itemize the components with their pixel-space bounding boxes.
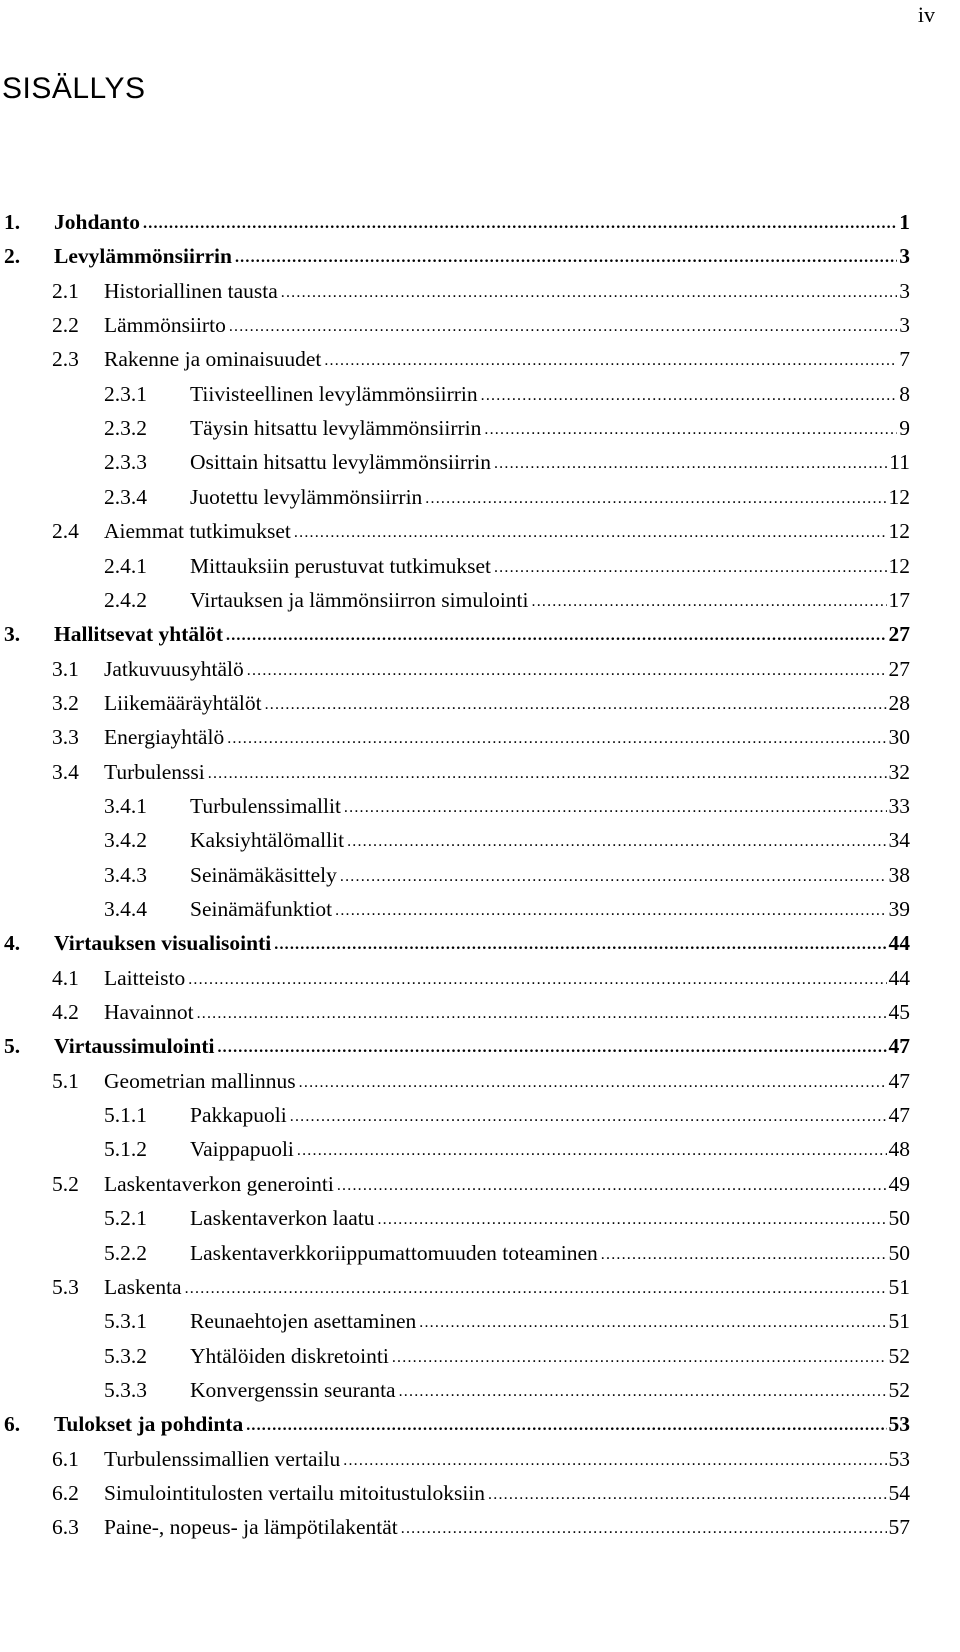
toc-entry-label: Virtauksen visualisointi bbox=[54, 931, 272, 956]
toc-entry-page: 49 bbox=[888, 1171, 910, 1196]
toc-entry-label: Seinämäkäsittely bbox=[190, 862, 337, 887]
toc-entry-label: Tulokset ja pohdinta bbox=[54, 1412, 244, 1437]
dot-leader bbox=[343, 1450, 886, 1472]
toc-entry-number: 6. bbox=[4, 1412, 21, 1437]
toc-entry-number: 2.1 bbox=[52, 278, 79, 303]
toc-entry-label: Geometrian mallinnus bbox=[104, 1068, 296, 1093]
toc-entry-page: 47 bbox=[888, 1103, 910, 1128]
toc-entry[interactable] bbox=[0, 785, 960, 819]
toc-entry-page: 9 bbox=[899, 416, 910, 441]
toc-entry-label: Turbulenssimallit bbox=[190, 793, 341, 818]
toc-entry-page: 12 bbox=[888, 484, 910, 509]
dot-leader bbox=[274, 934, 886, 956]
dot-leader bbox=[247, 660, 887, 682]
toc-entry-label: Virtaussimulointi bbox=[54, 1034, 215, 1059]
toc-entry-page: 3 bbox=[899, 278, 910, 303]
toc-entry-page: 39 bbox=[888, 897, 910, 921]
toc-entry-label: Johdanto bbox=[54, 210, 141, 234]
toc-entry-page: 54 bbox=[888, 1480, 910, 1505]
toc-entry-page: 28 bbox=[888, 690, 910, 715]
toc-entry[interactable] bbox=[0, 1335, 960, 1369]
dot-leader bbox=[377, 1209, 886, 1231]
toc-entry-label: Rakenne ja ominaisuudet bbox=[104, 347, 322, 372]
dot-leader bbox=[290, 1106, 887, 1128]
toc-entry-page: 45 bbox=[888, 1000, 910, 1025]
toc-entry-number: 4.2 bbox=[52, 1000, 79, 1025]
dot-leader bbox=[601, 1244, 887, 1266]
toc-entry-page: 51 bbox=[888, 1309, 910, 1334]
toc-entry-label: Laitteisto bbox=[104, 965, 186, 990]
toc-entry-page: 53 bbox=[888, 1446, 910, 1471]
toc-entry-number: 3.3 bbox=[52, 725, 79, 750]
toc-entry-label: Kaksiyhtälömallit bbox=[190, 828, 345, 853]
toc-entry[interactable] bbox=[0, 1060, 960, 1094]
dot-leader bbox=[494, 557, 887, 579]
dot-leader bbox=[227, 728, 886, 750]
toc-entry-page: 50 bbox=[888, 1240, 910, 1265]
toc-entry-number: 6.3 bbox=[52, 1515, 79, 1540]
toc-entry[interactable] bbox=[0, 270, 960, 304]
toc-entry-label: Pakkapuoli bbox=[190, 1103, 287, 1128]
toc-entry-number: 5.1 bbox=[52, 1068, 79, 1093]
toc-entry-page: 53 bbox=[888, 1412, 910, 1437]
toc-entry[interactable] bbox=[0, 476, 960, 510]
toc-entry-number: 2.3.2 bbox=[104, 416, 147, 441]
toc-entry-page: 32 bbox=[888, 759, 910, 784]
toc-entry-number: 2.4 bbox=[52, 519, 79, 544]
toc-entry[interactable] bbox=[0, 1163, 960, 1197]
dot-leader bbox=[401, 1518, 887, 1540]
dot-leader bbox=[484, 419, 897, 441]
toc-entry-number: 2. bbox=[4, 244, 21, 269]
toc-entry-page: 38 bbox=[888, 862, 910, 887]
toc-entry[interactable] bbox=[0, 854, 960, 888]
dot-leader bbox=[399, 1381, 887, 1403]
toc-entry-label: Täysin hitsattu levylämmönsiirrin bbox=[190, 416, 482, 441]
toc-entry-number: 5.3.1 bbox=[104, 1309, 147, 1334]
toc-entry-page: 57 bbox=[888, 1515, 910, 1540]
dot-leader bbox=[532, 591, 887, 613]
toc-entry-label: Seinämäfunktiot bbox=[190, 897, 333, 921]
toc-entry[interactable] bbox=[0, 682, 960, 716]
dot-leader bbox=[294, 522, 887, 544]
toc-entry[interactable] bbox=[0, 991, 960, 1025]
toc-entry-page: 48 bbox=[888, 1137, 910, 1162]
dot-leader bbox=[419, 1312, 886, 1334]
toc-entry-page: 1 bbox=[899, 210, 910, 234]
toc-entry-label: Virtauksen ja lämmönsiirron simulointi bbox=[190, 587, 529, 612]
toc-entry-label: Mittauksiin perustuvat tutkimukset bbox=[190, 553, 491, 578]
toc-entry-label: Vaippapuoli bbox=[190, 1137, 294, 1162]
toc-entry-label: Laskentaverkon laatu bbox=[190, 1206, 375, 1231]
toc-entry[interactable] bbox=[0, 751, 960, 785]
toc-entry-page: 52 bbox=[888, 1343, 910, 1368]
toc-entry-page: 3 bbox=[899, 244, 910, 269]
toc-entry[interactable] bbox=[0, 716, 960, 750]
toc-entry[interactable] bbox=[0, 648, 960, 682]
toc-entry-number: 2.3.3 bbox=[104, 450, 147, 475]
toc-entry-label: Hallitsevat yhtälöt bbox=[54, 622, 223, 647]
toc-entry[interactable] bbox=[0, 922, 960, 956]
toc-entry-label: Juotettu levylämmönsiirrin bbox=[190, 484, 423, 509]
dot-leader bbox=[347, 831, 886, 853]
toc-entry-page: 34 bbox=[888, 828, 910, 853]
toc-entry-page: 12 bbox=[888, 519, 910, 544]
toc-entry-number: 3. bbox=[4, 622, 21, 647]
toc-entry-label: Osittain hitsattu levylämmönsiirrin bbox=[190, 450, 491, 475]
toc-entry[interactable] bbox=[0, 1266, 960, 1300]
toc-entry-page: 47 bbox=[888, 1068, 910, 1093]
toc-entry[interactable] bbox=[0, 1472, 960, 1506]
toc-entry[interactable] bbox=[0, 1438, 960, 1472]
toc-entry-number: 3.4.4 bbox=[104, 897, 147, 921]
toc-entry-number: 3.1 bbox=[52, 656, 79, 681]
toc-entry-number: 3.2 bbox=[52, 690, 79, 715]
toc-entry-number: 5. bbox=[4, 1034, 21, 1059]
toc-entry[interactable] bbox=[0, 1094, 960, 1128]
toc-entry-number: 6.1 bbox=[52, 1446, 79, 1471]
toc-entry-label: Havainnot bbox=[104, 1000, 194, 1025]
toc-entry[interactable] bbox=[0, 1369, 960, 1403]
toc-entry-number: 3.4.1 bbox=[104, 793, 147, 818]
toc-entry[interactable] bbox=[0, 441, 960, 475]
toc-entry-number: 3.4.3 bbox=[104, 862, 147, 887]
toc-entry-page: 27 bbox=[888, 622, 910, 647]
page-title: SISÄLLYS bbox=[2, 72, 146, 105]
toc-entry-label: Laskentaverkon generointi bbox=[104, 1171, 334, 1196]
toc-entry[interactable] bbox=[0, 201, 960, 235]
toc-entry[interactable] bbox=[0, 1403, 960, 1437]
toc-entry-number: 5.1.2 bbox=[104, 1137, 147, 1162]
toc-entry[interactable] bbox=[0, 1506, 960, 1540]
toc-entry-page: 7 bbox=[899, 347, 910, 372]
toc-entry[interactable] bbox=[0, 1128, 960, 1162]
toc-entry-label: Simulointitulosten vertailu mitoitustuloksiin bbox=[104, 1480, 486, 1505]
toc-entry-label: Energiayhtälö bbox=[104, 725, 225, 750]
dot-leader bbox=[335, 900, 886, 922]
page-number: iv bbox=[917, 2, 935, 27]
dot-leader bbox=[340, 866, 887, 888]
dot-leader bbox=[425, 488, 886, 510]
toc-entry-page: 12 bbox=[888, 553, 910, 578]
dot-leader bbox=[185, 1278, 887, 1300]
toc-entry-label: Turbulenssimallien vertailu bbox=[104, 1446, 341, 1471]
dot-leader bbox=[229, 316, 897, 338]
toc-entry[interactable] bbox=[0, 235, 960, 269]
toc-entry-number: 5.3 bbox=[52, 1274, 79, 1299]
toc-entry[interactable] bbox=[0, 338, 960, 372]
dot-leader bbox=[324, 350, 897, 372]
dot-leader bbox=[481, 385, 898, 407]
toc-entry-page: 11 bbox=[889, 450, 910, 475]
toc-entry-number: 4.1 bbox=[52, 965, 79, 990]
toc-entry[interactable] bbox=[0, 613, 960, 647]
dot-leader bbox=[246, 1415, 886, 1437]
toc-entry[interactable] bbox=[0, 957, 960, 991]
toc-entry-number: 5.2 bbox=[52, 1171, 79, 1196]
toc-entry-number: 2.3.4 bbox=[104, 484, 147, 509]
toc-entry[interactable] bbox=[0, 1025, 960, 1059]
toc-entry-page: 33 bbox=[888, 793, 910, 818]
toc-entry-page: 3 bbox=[899, 313, 910, 338]
dot-leader bbox=[337, 1175, 887, 1197]
toc-entry-label: Yhtälöiden diskretointi bbox=[190, 1343, 389, 1368]
toc-entry[interactable] bbox=[0, 373, 960, 407]
toc-entry-label: Historiallinen tausta bbox=[104, 278, 278, 303]
toc-entry-label: Lämmönsiirto bbox=[104, 313, 226, 338]
toc-entry-label: Liikemääräyhtälöt bbox=[104, 690, 262, 715]
toc-entry-label: Reunaehtojen asettaminen bbox=[190, 1309, 417, 1334]
dot-leader bbox=[188, 969, 886, 991]
dot-leader bbox=[344, 797, 887, 819]
toc-entry-label: Jatkuvuusyhtälö bbox=[104, 656, 244, 681]
toc-entry-page: 50 bbox=[888, 1206, 910, 1231]
dot-leader bbox=[297, 1140, 887, 1162]
toc-entry[interactable] bbox=[0, 579, 960, 613]
toc-entry-label: Laskentaverkkoriippumattomuuden toteaminen bbox=[190, 1240, 598, 1265]
toc-entry-number: 5.2.1 bbox=[104, 1206, 147, 1231]
toc-entry-number: 1. bbox=[4, 210, 21, 234]
toc-entry[interactable] bbox=[0, 1197, 960, 1231]
dot-leader bbox=[494, 453, 887, 475]
dot-leader bbox=[392, 1347, 887, 1369]
toc-entry-label: Paine-, nopeus- ja lämpötilakentät bbox=[104, 1515, 398, 1540]
toc-entry-number: 5.2.2 bbox=[104, 1240, 147, 1265]
toc-entry[interactable] bbox=[0, 304, 960, 338]
toc-entry-page: 44 bbox=[888, 931, 910, 956]
toc-entry-label: Aiemmat tutkimukset bbox=[104, 519, 291, 544]
toc-entry-number: 2.2 bbox=[52, 313, 79, 338]
toc-entry-page: 30 bbox=[888, 725, 910, 750]
toc-entry-label: Levylämmönsiirrin bbox=[54, 244, 232, 269]
dot-leader bbox=[143, 213, 897, 235]
toc-entry[interactable] bbox=[0, 407, 960, 441]
toc-entry-number: 5.3.2 bbox=[104, 1343, 147, 1368]
toc-entry-number: 5.3.3 bbox=[104, 1377, 147, 1402]
toc-entry-number: 6.2 bbox=[52, 1480, 79, 1505]
dot-leader bbox=[265, 694, 887, 716]
toc-entry-label: Turbulenssi bbox=[104, 759, 205, 784]
toc-entry[interactable] bbox=[0, 888, 960, 922]
toc-entry-number: 2.3.1 bbox=[104, 381, 147, 406]
toc-entry[interactable] bbox=[0, 545, 960, 579]
toc-entry[interactable] bbox=[0, 819, 960, 853]
dot-leader bbox=[197, 1003, 887, 1025]
toc-entry-label: Konvergenssin seuranta bbox=[190, 1377, 396, 1402]
toc-entry-page: 44 bbox=[888, 965, 910, 990]
toc-entry-page: 52 bbox=[888, 1377, 910, 1402]
toc-entry-number: 4. bbox=[4, 931, 21, 956]
dot-leader bbox=[299, 1072, 887, 1094]
dot-leader bbox=[208, 763, 887, 785]
dot-leader bbox=[217, 1037, 886, 1059]
toc-entry[interactable] bbox=[0, 1300, 960, 1334]
toc-entry-page: 17 bbox=[888, 587, 910, 612]
toc-entry-number: 5.1.1 bbox=[104, 1103, 147, 1128]
toc-entry-number: 2.4.2 bbox=[104, 587, 147, 612]
toc-entry-page: 27 bbox=[888, 656, 910, 681]
toc-entry-page: 51 bbox=[888, 1274, 910, 1299]
toc-entry-page: 8 bbox=[899, 381, 910, 406]
toc-entry-number: 3.4 bbox=[52, 759, 79, 784]
dot-leader bbox=[488, 1484, 886, 1506]
toc-entry[interactable] bbox=[0, 510, 960, 544]
dot-leader bbox=[226, 625, 887, 647]
toc-entry[interactable] bbox=[0, 1232, 960, 1266]
dot-leader bbox=[235, 247, 897, 269]
toc-entry-number: 2.4.1 bbox=[104, 553, 147, 578]
toc-entry-label: Laskenta bbox=[104, 1274, 182, 1299]
dot-leader bbox=[281, 282, 897, 304]
toc-entry-page: 47 bbox=[888, 1034, 910, 1059]
toc-entry-number: 2.3 bbox=[52, 347, 79, 372]
toc-entry-number: 3.4.2 bbox=[104, 828, 147, 853]
toc-entry-label: Tiivisteellinen levylämmönsiirrin bbox=[190, 381, 478, 406]
